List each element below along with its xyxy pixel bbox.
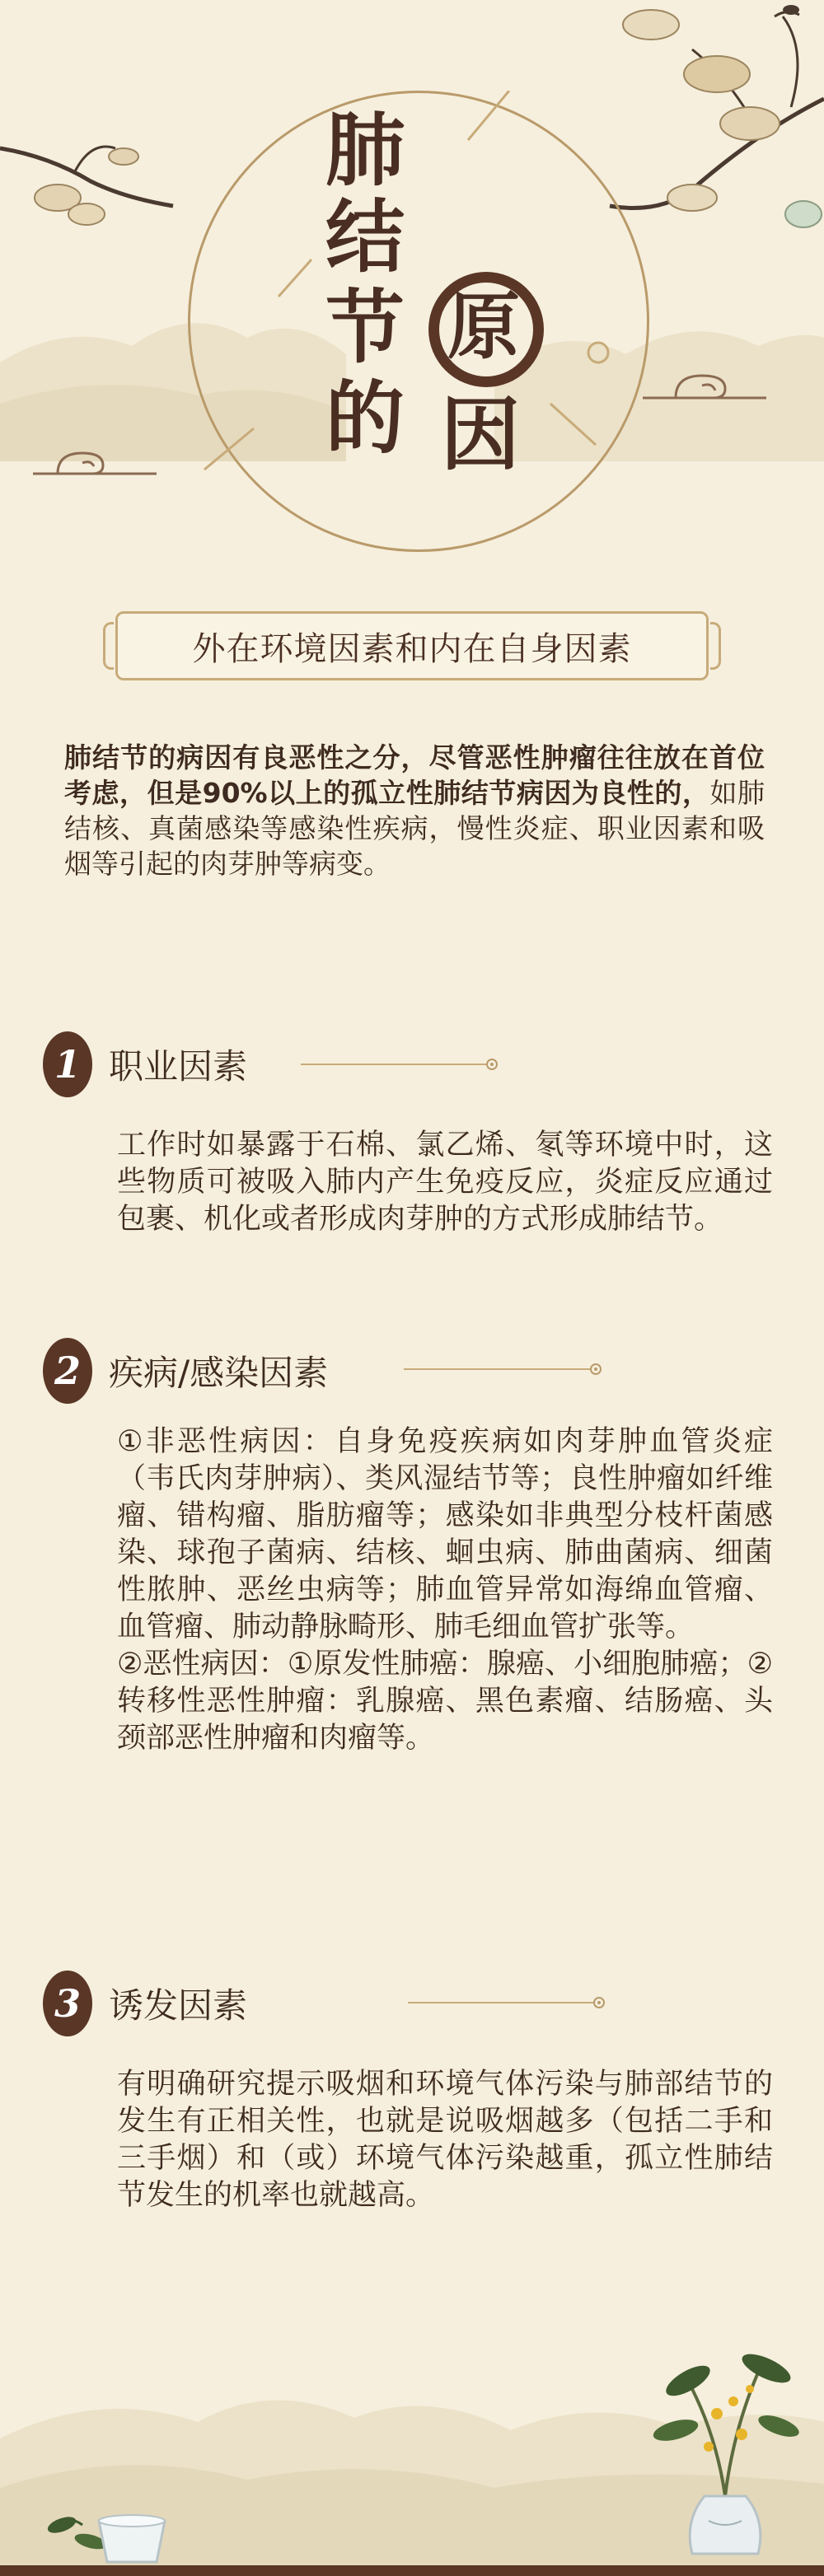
section-title: 诱发因素 — [109, 1985, 248, 2026]
section-paragraph: 工作时如暴露于石棉、氯乙烯、氡等环境中时，这些物质可被吸入肺内产生免疫反应，炎症反应通过包裹、机化或者形成肉芽肿的方式形成肺结节。 — [117, 1129, 773, 1236]
section-header-3 — [43, 1971, 247, 2036]
section-number-badge: 2 — [43, 1338, 92, 1404]
section-divider-dot — [590, 1363, 602, 1375]
section-divider-dot — [593, 1997, 605, 2008]
title-char-4: 的 — [325, 372, 405, 465]
subtitle-banner — [115, 611, 709, 680]
subtitle-text: 外在环境因素和内在自身因素 — [192, 629, 632, 668]
teacup-icon — [41, 2496, 181, 2565]
section-body-3 — [117, 2066, 773, 2214]
intro-paragraph — [64, 740, 765, 881]
title-accent-lines — [188, 91, 649, 552]
intro-normal-text: 如肺结核、真菌感染等感染性疾病，慢性炎症、职业因素和吸烟等引起的肉芽肿等病变。 — [64, 777, 765, 880]
section-divider-dot — [486, 1059, 498, 1070]
section-body-1 — [117, 1127, 773, 1238]
title-char-1: 肺 — [325, 104, 405, 197]
section-divider — [404, 1368, 592, 1370]
section-divider — [301, 1064, 489, 1065]
cloud-swirl-icon — [33, 437, 165, 486]
section-number-badge: 3 — [43, 1971, 92, 2036]
intro-bold-text: 肺结节的病因有良恶性之分，尽管恶性肿瘤往往放在首位考虑，但是90%以上的孤立性肺结节病因为良性的， — [64, 741, 765, 809]
vase-flower-icon — [643, 2290, 808, 2565]
title-char-3: 节 — [325, 281, 405, 374]
section-title: 职业因素 — [109, 1046, 248, 1087]
section-paragraph: ②恶性病因：①原发性肺癌：腺癌、小细胞肺癌；②转移性恶性肿瘤：乳腺癌、黑色素瘤、结肠癌、头颈部恶性肿瘤和肉瘤等。 — [117, 1648, 773, 1755]
section-paragraph: ①非恶性病因：自身免疫疾病如肉芽肿血管炎症（韦氏肉芽肿病）、类风湿结节等；良性肿瘤如纤维瘤、错构瘤、脂肪瘤等；感染如非典型分枝杆菌感染、球孢子菌病、结核、蛔虫病、肺曲菌病、细菌性脓肿、恶丝虫病等；肺血管异常如海绵血管瘤、血管瘤、肺动静脉畸形、肺毛细血管扩张等。 — [117, 1425, 773, 1643]
title-char-6: 因 — [441, 388, 520, 481]
section-title: 疾病/感染因素 — [109, 1353, 329, 1393]
title-char-2: 结 — [325, 190, 405, 283]
branch-flower-icon — [0, 124, 190, 247]
cloud-swirl-icon — [643, 361, 775, 410]
section-number-badge: 1 — [43, 1031, 92, 1097]
title-char-5: 原 — [447, 283, 521, 369]
section-divider — [408, 2002, 596, 2003]
section-header-1 — [43, 1031, 247, 1097]
bottom-bar — [0, 2565, 824, 2576]
section-paragraph: 有明确研究提示吸烟和环境气体污染与肺部结节的发生有正相关性，也就是说吸烟越多（包括二手和三手烟）和（或）环境气体污染越重，孤立性肺结节发生的机率也就越高。 — [117, 2068, 773, 2212]
section-body-2 — [117, 1424, 773, 1757]
section-header-2 — [43, 1338, 328, 1404]
